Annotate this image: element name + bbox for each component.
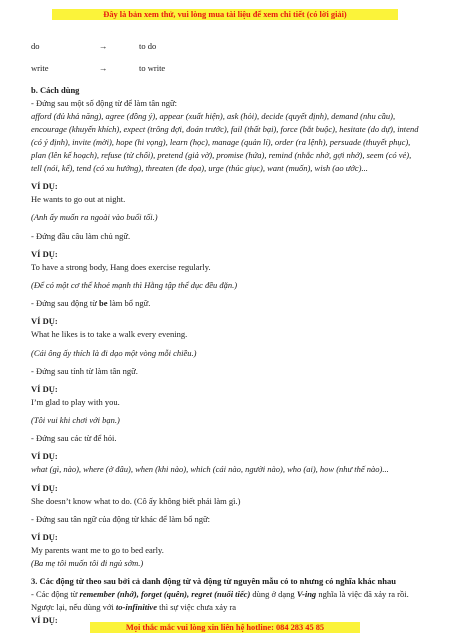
preview-banner: Đây là bản xem thử, vui lòng mua tài liệu để xem chi tiết (có lời giải) (52, 9, 398, 20)
example-sentence: What he likes is to take a walk every evening. (31, 329, 188, 340)
usage-rule: - Đứng sau các từ để hỏi. (31, 433, 117, 444)
usage-rule: - Đứng sau tính từ làm tân ngữ. (31, 365, 138, 376)
document-body (31, 40, 423, 627)
usage-rule: - Đứng sau tân ngữ của động từ khác để làm bổ ngữ: (31, 513, 210, 524)
verb-list: afford (đủ khả năng), agree (đồng ý), appear (xuất hiện), ask (hỏi), decide (quyết định), demand (nhu cầu), encourage (khuyến khích), expect (trông đợi, đoán trước), fail (thất bại), force (bắt buộc), hesitate (do dự), intend (có ý định), invite (mời), hope (hi vọng), learn (học), manage (quản lí), order (ra lệnh), persuade (thuyết phục), plan (lên kế hoạch), refuse (từ chối), pretend (giả vờ), promise (hứa), remind (nhắc nhở, gợi nhớ), seem (có vẻ), tell (nói, kể), tend (có xu hướng), threaten (đe dọa), urge (thúc giục), want (muốn), wish (ao ước)... (31, 111, 419, 173)
infinitive-form: to write (139, 63, 166, 73)
base-verb: write (31, 63, 49, 73)
example-sentence: I’m glad to play with you. (31, 396, 120, 407)
section-heading: b. Cách dùng (31, 85, 80, 95)
question-word-list: what (gì, nào), where (ở đâu), when (khi nào), which (cái nào, người nào), who (ai), how (như thế nào)... (31, 464, 389, 475)
base-verb: do (31, 41, 40, 51)
example-sentence: He wants to go out at night. (31, 194, 126, 205)
example-label: VÍ DỤ: (31, 532, 58, 542)
example-translation: (Anh ấy muốn ra ngoài vào buổi tối.) (31, 212, 158, 223)
example-label: VÍ DỤ: (31, 248, 58, 259)
usage-rule: - Đứng sau một số động từ để làm tân ngữ: (31, 98, 178, 108)
example-label: VÍ DỤ: (31, 451, 58, 462)
example-sentence: She doesn’t know what to do. (Cô ấy không biết phải làm gì.) (31, 495, 241, 506)
example-sentence: My parents want me to go to bed early. (31, 545, 164, 555)
example-translation: (Ba mẹ tôi muốn tôi đi ngủ sớm.) (31, 558, 144, 568)
usage-rule: - Đứng sau động từ be làm bổ ngữ. (31, 298, 151, 309)
example-translation: (Cái ông ấy thích là đi dạo một vòng mỗi chiều.) (31, 347, 197, 358)
example-translation: (Tôi vui khi chơi với bạn.) (31, 415, 120, 426)
example-translation: (Để có một cơ thể khoẻ mạnh thì Hằng tập thể dục đều đặn.) (31, 279, 238, 290)
conversion-row (31, 62, 423, 75)
conversion-row (31, 40, 423, 53)
section-heading: 3. Các động từ theo sau bởi cả danh động từ và động từ nguyên mẫu có to nhưng có nghĩa khác nhau (31, 576, 396, 587)
arrow-icon: → (99, 63, 108, 73)
infinitive-form: to do (139, 41, 157, 51)
example-label: VÍ DỤ: (31, 316, 58, 327)
hotline-banner: Mọi thắc mắc vui lòng xin liên hệ hotline: 084 283 45 85 (90, 622, 360, 633)
arrow-icon: → (99, 41, 108, 51)
example-sentence: To have a strong body, Hang does exercise regularly. (31, 261, 211, 272)
example-label: VÍ DỤ: (31, 181, 58, 192)
usage-rule: - Các động từ remember (nhớ), forget (quên), regret (nuối tiếc) dùng ở dạng V-ing nghĩa là việc đã xảy ra rồi. Ngược lại, nếu dùng với to-infinitive thì sự việc chưa xảy ra (31, 589, 409, 613)
example-label: VÍ DỤ: (31, 482, 58, 493)
example-label: VÍ DỤ: (31, 615, 58, 626)
usage-rule: - Đứng đầu câu làm chủ ngữ. (31, 230, 131, 241)
example-label: VÍ DỤ: (31, 383, 58, 394)
